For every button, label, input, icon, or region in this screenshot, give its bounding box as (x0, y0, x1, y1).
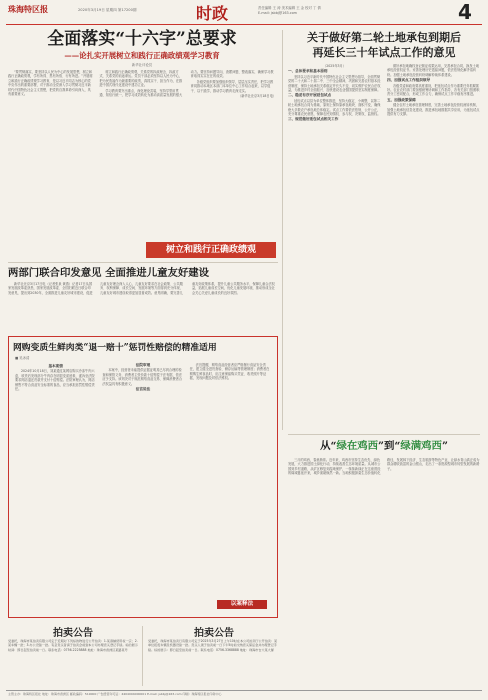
policy-section-head: 三、规范做好延包试点相关工作 (288, 117, 339, 122)
lead-subtitle: ——论扎实开展树立和践行正确政绩观学习教育 (64, 51, 220, 60)
lead-footer-note: （新华社北京3月18日电） (238, 94, 276, 99)
jixi-title (288, 438, 480, 454)
lead-article (8, 28, 276, 256)
policy-section-head: 五、加强政策保障 (387, 97, 416, 102)
masthead-rule (6, 24, 482, 25)
children-paragraph: 新华社北京3月17日电（记者张泉 黄燕）记者17日从国家发展改革委获悉，国家发展改革委、全国妇联近日联合印发意见，提出到2030年，全面推进儿童友好城市建设，促进儿童友好理念深入人心，儿童友好要求在社会政策、公共服务、权利保障、成长空间、发展环境等方面得到充分体现，儿童友好城市建设取得更加显著成效。意见明确，要完善儿童友好政策体系，提升儿童公共服务水平，保障儿童合法权益，拓展儿童成长空间，优化儿童发展环境，推动形成全社会关心关爱儿童成长的良好氛围。 (8, 282, 275, 295)
policy-section-body: 健全农村土地承包管理制度，完善土地承包经营权流转机制，加强土地承包信息化建设，推进承包地数据共享应用，为延包试点提供有力支撑。 (387, 103, 480, 117)
auction-notice-body: 受委托，珠海市某拍卖行有限公司定于2025年3月27日上午10时在本公司拍卖厅公开拍卖：某单位报废车辆及机器设备一批。竞买人须于拍卖前一日下午5时前交纳竞买保证金并办理登记手续。标的展示：即日起至拍卖前一日。联系电话：0756-3368888 地址：珠海市吉大某大厦 (148, 639, 278, 652)
case-box (8, 336, 278, 618)
case-title: 网购变质生鲜肉类“退一赔十”惩罚性赔偿的精准适用 (13, 343, 217, 353)
case-body (9, 361, 277, 595)
jixi-title-mid: ”到“ (378, 440, 401, 452)
footer-rule (6, 690, 482, 691)
divider (288, 434, 480, 435)
policy-title-line1: 关于做好第二轮土地承包到期后 (307, 31, 461, 44)
column-divider (282, 30, 283, 430)
jixi-title-suffix: ” (441, 440, 448, 452)
lead-title: 全面落实“十六字”总要求 (47, 29, 237, 49)
lead-banner-text: 树立和践行正确政绩观 (165, 245, 256, 255)
section-name (196, 1, 242, 21)
jixi-body (288, 458, 480, 678)
policy-section-body: 坚持以习近平新时代中国特色社会主义思想为指导，全面贯彻党的二十大和二十届二中、三中全会精神，巩固和完善农村基本经营制度，保持土地承包关系稳定并长久不变，切实维护农民合法权益，为推进乡村全面振兴、加快建设农业强国提供坚实制度保障。 (288, 74, 381, 93)
lead-body (8, 70, 276, 234)
lead-paragraph: 树立和践行正确政绩观，关系党的执政理念、执政方式，关系党的前途命运。党员干部必须坚持以人民为中心，把为民造福作为最重要的政绩，真抓实干、担当作为，在推进中国式现代化建设中建功立业。 (99, 70, 183, 88)
ad-divider (142, 626, 143, 686)
children-article (8, 266, 278, 332)
children-title: 两部门联合印发意见 全面推进儿童友好建设 (8, 267, 210, 279)
policy-section-head: 二、稳妥有序开展延包试点 (288, 93, 332, 98)
policy-section-body: 延包试点以县为单位整体推进，坚持大稳定、小调整，以第二轮土地承包合同为基础，原则上保持原承包地块、面积不变，确保绝大多数农户承包地总体稳定。试点工作要依法依规、公开公正，充分尊重农民意愿，保障农民知情权、参与权、决策权、监督权。 (288, 98, 381, 117)
policy-title-line2: 再延长三十年试点工作的意见 (312, 46, 456, 59)
masthead (0, 0, 488, 24)
case-badge: 以案释法 (217, 600, 267, 609)
children-body (8, 282, 278, 330)
masthead-editors: 责任编辑 王 涛 美术编辑 王 金 校对 丁 倩 (258, 6, 321, 10)
masthead-email: E-mail: jsbbj@163.com (258, 11, 297, 15)
divider (8, 262, 278, 263)
jixi-article (288, 438, 480, 682)
jixi-paragraph: 三月的鸡西，春意渐浓。近年来，鸡西市坚持生态优先、绿色发展，大力推进国土绿化行动，持续改善生态环境质量。从城市公园到乡村道路，从矿区修复到湿地保护，一抹抹新绿正在这座曾经的煤城蔓延开来，城乡面貌焕然一新。当地积极探索生态价值转化路径，发展林下经济、生态旅游等特色产业，让绿水青山真正成为群众增收致富的金山银山，走出了一条资源型城市转型发展的新路子。 (288, 458, 480, 476)
lead-paragraph: 学习教育要突出重点，深化理论武装，坚持学思用贯通、知信行统一，把学习成效转化为推动高质量发展的强大动力。要坚持问题导向，查摆问题、整改落实，确保学习教育取得实实在在的成效。 (99, 70, 274, 98)
auction-notice (8, 624, 138, 690)
case-subhead: 法院审理 (135, 363, 151, 367)
auction-notice (148, 624, 280, 690)
policy-section-body: 各级党委和政府要高度重视，把延包试点作为重要任务抓紧抓好。农业农村部门要加强统筹协调和工作指导，各有关部门按照职责分工密切配合，形成工作合力，确保试点工作平稳有序推进。 (387, 83, 480, 97)
case-author: ■ 吴冰清 (15, 356, 30, 360)
lead-paragraph: 各级党组织要加强组织领导，层层压实责任，把学习教育同推动本地区本部门本单位中心工作结合起来，以学促干、以干践学，推动学习教育走深走实。 (190, 79, 274, 93)
case-paragraph: 法官提醒，网络食品经营者应严格履行食品安全责任，建立健全进货查验、储存运输等管理制度；消费者在网购生鲜食品时，应注意保留购买凭证、收货照片等证据，发现问题及时依法维权。 (189, 363, 270, 381)
case-paragraph: 本案中，经营者未能提供证据证明其已尽到合理的检查和保管义务，消费者主张价款十倍赔偿于法有据，依法应予支持。该判决对于规范网络食品交易、保障消费者合法权益具有积极意义。 (102, 368, 183, 386)
jixi-title-word2: 绿满鸡西 (400, 440, 442, 452)
masthead-logo: 珠海特区报 (8, 4, 48, 14)
page-number: 4 (458, 0, 472, 24)
policy-section-head: 一、总体要求和基本原则 (288, 69, 328, 74)
lead-banner (146, 242, 276, 258)
auction-notice-body: 受委托，珠海市某拍卖有限公司定于近期对下列标的物进行公开拍卖：1.某商铺使用权一宗；2.某车辆一批；3.办公设备一批。有意竞买者请于拍卖会前到本公司办理竞买登记手续。标的展示时间：即日起至拍卖前一日。联系电话：0756-2225888 地址：珠海市香洲区某路某号 (8, 639, 138, 652)
masthead-date: 2020年3月19日 星期四 第17200期 (78, 8, 137, 12)
section-label: 时政 (196, 4, 229, 23)
lead-byline: 新华社评论员 (131, 63, 153, 67)
case-subhead: 法官说法 (135, 387, 151, 392)
auction-notice-title: 拍卖公告 (194, 628, 234, 639)
policy-body (288, 64, 480, 426)
policy-article (288, 30, 480, 428)
policy-title (288, 30, 480, 60)
jixi-title-word1: 绿在鸡西 (336, 440, 379, 452)
auction-notice-title: 拍卖公告 (53, 628, 93, 639)
footer-info: 主管主办：珠海特区报社 地址：珠海市香洲区 邮政编码：519000 广告经营许可证：4404004000001 E-mail: jsbbj@163.com 印刷：珠海特区报社印务中心 (8, 692, 222, 696)
case-subhead: 基本案情 (48, 364, 63, 368)
case-paragraph: 2024年10月18日，刘某通过某网店购买冷冻牛肉六盒，收货后发现部分牛肉存在明显变质迹象，遂诉至法院要求网店退还货款并支付十倍赔偿。法院审理认为，网店销售不符合食品安全标准的食品，应当承担惩罚性赔偿责任。 (15, 369, 95, 392)
lead-paragraph: “要贯彻落实，要坚持以人民为中心的发展思想，树立和践行正确政绩观，学有所得、思有所悟、行有所进。”开展树立和践行正确政绩观学习教育，是以习近平同志为核心的党中央作出的重要部署，对于推动全党深入学习贯彻习近平新时代中国特色社会主义思想，把党的自我革命引向深入，具有重要意义。 (8, 70, 93, 97)
policy-section-body: 做好承包地确权登记颁证成果运用，完善承包合同，换发土地承包经营权证书。妥善处理历史遗留问题，依法依规化解矛盾纠纷。加强土地承包经营纠纷调解仲裁体系建设。 (387, 64, 480, 77)
policy-intro: （2025年3月） (323, 64, 346, 68)
jixi-title-prefix: 从“ (320, 440, 337, 452)
policy-section-head: 四、加强试点工作组织领导 (387, 78, 431, 83)
